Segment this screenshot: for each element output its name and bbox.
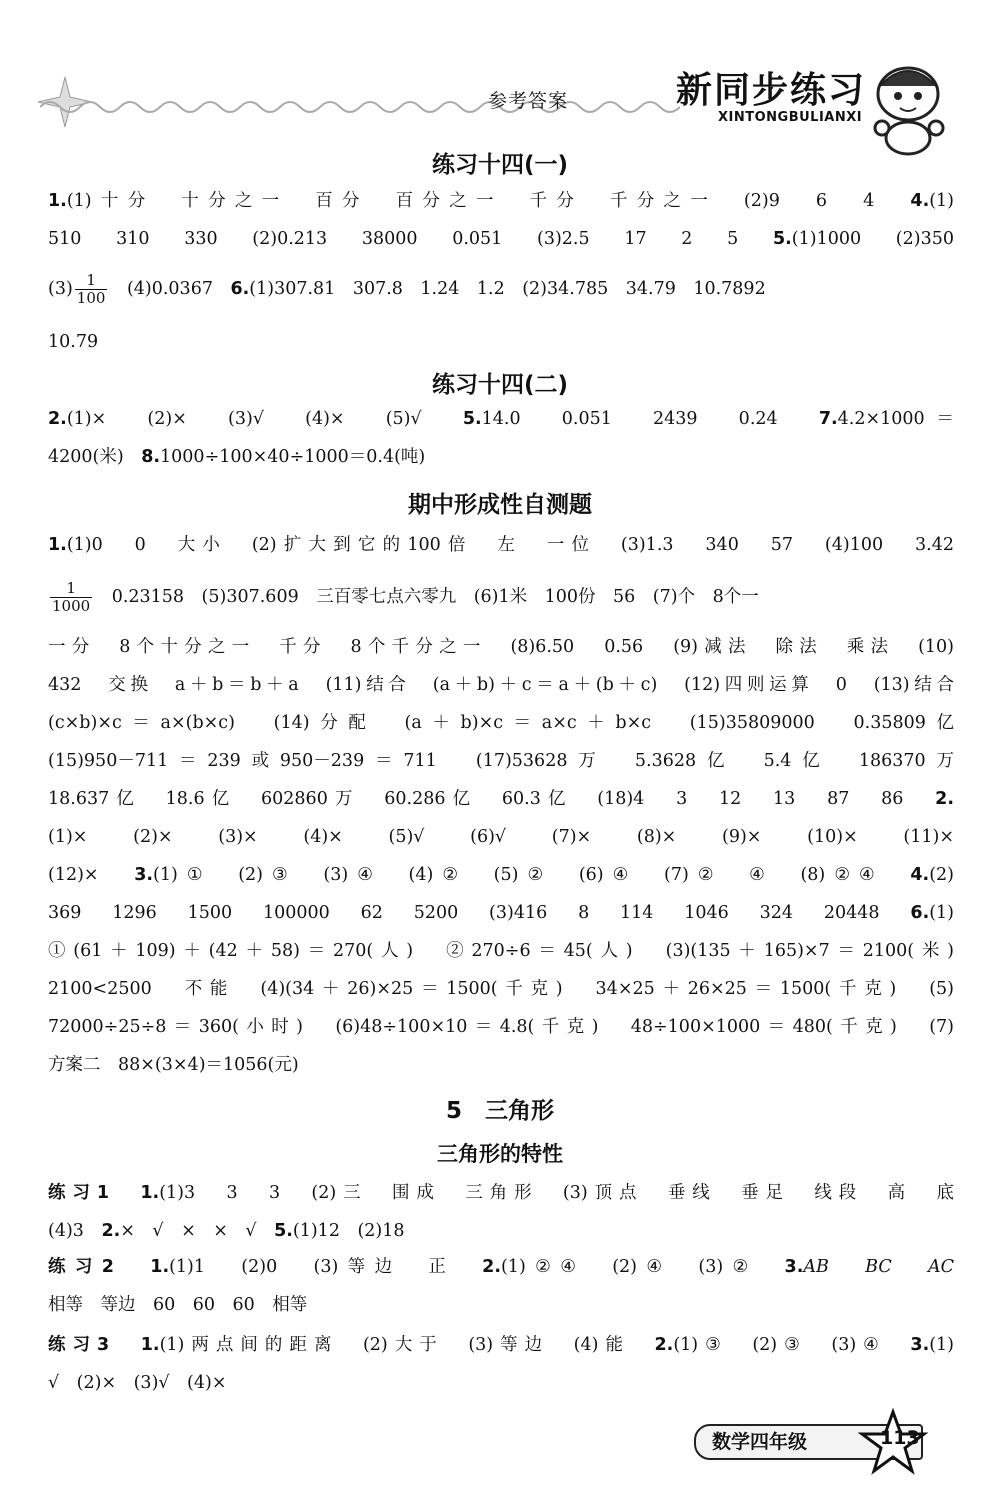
answer-line: 369 1296 1500 100000 62 5200 (3)416 8 114 1046 324 20448 6.(1) xyxy=(48,903,955,923)
answer-line: 练习1 1.(1)3 3 3 (2)三 围成 三角形 (3)顶点 垂线 垂足 线段 高 底 xyxy=(48,1183,954,1203)
answer-line: 72000÷25÷8＝360(小时) (6)48÷100×10＝4.8(千克) 48÷100×1000＝480(千克) (7) xyxy=(48,1017,954,1037)
answer-line: ①(61＋109)＋(42＋58)＝270(人) ②270÷6＝45(人) (3)(135＋165)×7＝2100(米) xyxy=(48,941,954,961)
answer-line: (3) $\frac{1}{100}$ (4)0.0367 6.(1)307.81 307.8 1.24 1.2 (2)34.785 34.79 10.7892 xyxy=(48,271,766,307)
answer-line: 1.(1)0 0 大小 (2)扩大到它的100倍 左 一位 (3)1.3 340 57 (4)100 3.42 xyxy=(48,535,954,555)
answer-line: 4200(米) 8.1000÷100×40÷1000＝0.4(吨) xyxy=(48,447,426,467)
answer-line: √ (2)× (3)√ (4)× xyxy=(48,1373,227,1393)
brand-subtitle: XINTONGBULIANXI xyxy=(718,110,863,125)
fraction: $\frac{1}{1000}$ xyxy=(52,579,91,615)
brand-logo: 新同步练习 xyxy=(676,70,867,111)
answer-line: 方案二 88×(3×4)＝1056(元) xyxy=(48,1055,299,1075)
answer-line: 10.79 xyxy=(48,332,99,352)
answer-line: (c×b)×c＝a×(b×c) (14)分配 (a＋b)×c＝a×c＋b×c (15)35809000 0.35809亿 xyxy=(48,713,954,733)
section-title-exercise-14-2: 练习十四(二) xyxy=(431,372,569,398)
page-number: 113 xyxy=(880,1427,920,1449)
answer-line: 2.(1)× (2)× (3)√ (4)× (5)√ 5.14.0 0.051 2439 0.24 7.4.2×1000＝ xyxy=(48,409,954,429)
header-title: 参考答案 xyxy=(488,90,569,112)
mascot-icon xyxy=(860,56,955,156)
wave-decoration xyxy=(40,92,680,122)
answer-line: $\frac{1}{1000}$ 0.23158 (5)307.609 三百零七点六零九 (6)1米 100份 56 (7)个 8个一 xyxy=(52,579,759,615)
chapter-title: 5 三角形 xyxy=(445,1098,554,1124)
answer-line: 432 交换 a＋b＝b＋a (11)结合 (a＋b)＋c＝a＋(b＋c) (12)四则运算 0 (13)结合 xyxy=(48,675,954,695)
section-title-midterm-test: 期中形成性自测题 xyxy=(408,492,592,518)
footer-book-title: 数学四年级 xyxy=(712,1431,808,1453)
answer-line: 一分 8个十分之一 千分 8个千分之一 (8)6.50 0.56 (9)减法 除法 乘法 (10) xyxy=(48,637,954,657)
answer-line: 相等 等边 60 60 60 相等 xyxy=(48,1295,308,1315)
answer-line: (4)3 2.× √ × × √ 5.(1)12 (2)18 xyxy=(48,1221,405,1241)
answer-line: (1)× (2)× (3)× (4)× (5)√ (6)√ (7)× (8)× (9)× (10)× (11)× xyxy=(48,827,954,847)
answer-line: 18.637亿 18.6亿 602860万 60.286亿 60.3亿 (18)4 3 12 13 87 86 2. xyxy=(48,789,954,809)
answer-line: 510 310 330 (2)0.213 38000 0.051 (3)2.5 17 2 5 5.(1)1000 (2)350 xyxy=(48,229,954,249)
answer-line: 练习3 1.(1)两点间的距离 (2)大于 (3)等边 (4)能 2.(1)③ (2)③ (3)④ 3.(1) xyxy=(48,1335,955,1355)
answer-line: 1.(1)十分 十分之一 百分 百分之一 千分 千分之一 (2)9 6 4 4.(1) xyxy=(48,191,955,211)
page-header xyxy=(0,0,1000,150)
section-title-exercise-14-1: 练习十四(一) xyxy=(431,152,569,178)
answer-line: (15)950－711＝239或950－239＝711 (17)53628万 5.3628亿 5.4亿 186370万 xyxy=(48,751,954,771)
answer-line: 练习2 1.(1)1 (2)0 (3)等边 正 2.(1)②④ (2)④ (3)② 3.AB BC AC xyxy=(48,1257,955,1277)
answer-line: (12)× 3.(1)① (2)③ (3)④ (4)② (5)② (6)④ (7)② ④ (8)②④ 4.(2) xyxy=(48,865,954,885)
fraction: $\frac{1}{100}$ xyxy=(76,271,106,307)
answer-line: 2100<2500 不能 (4)(34＋26)×25＝1500(千克) 34×25＋26×25＝1500(千克) (5) xyxy=(48,979,954,999)
chapter-subtitle: 三角形的特性 xyxy=(437,1142,563,1166)
